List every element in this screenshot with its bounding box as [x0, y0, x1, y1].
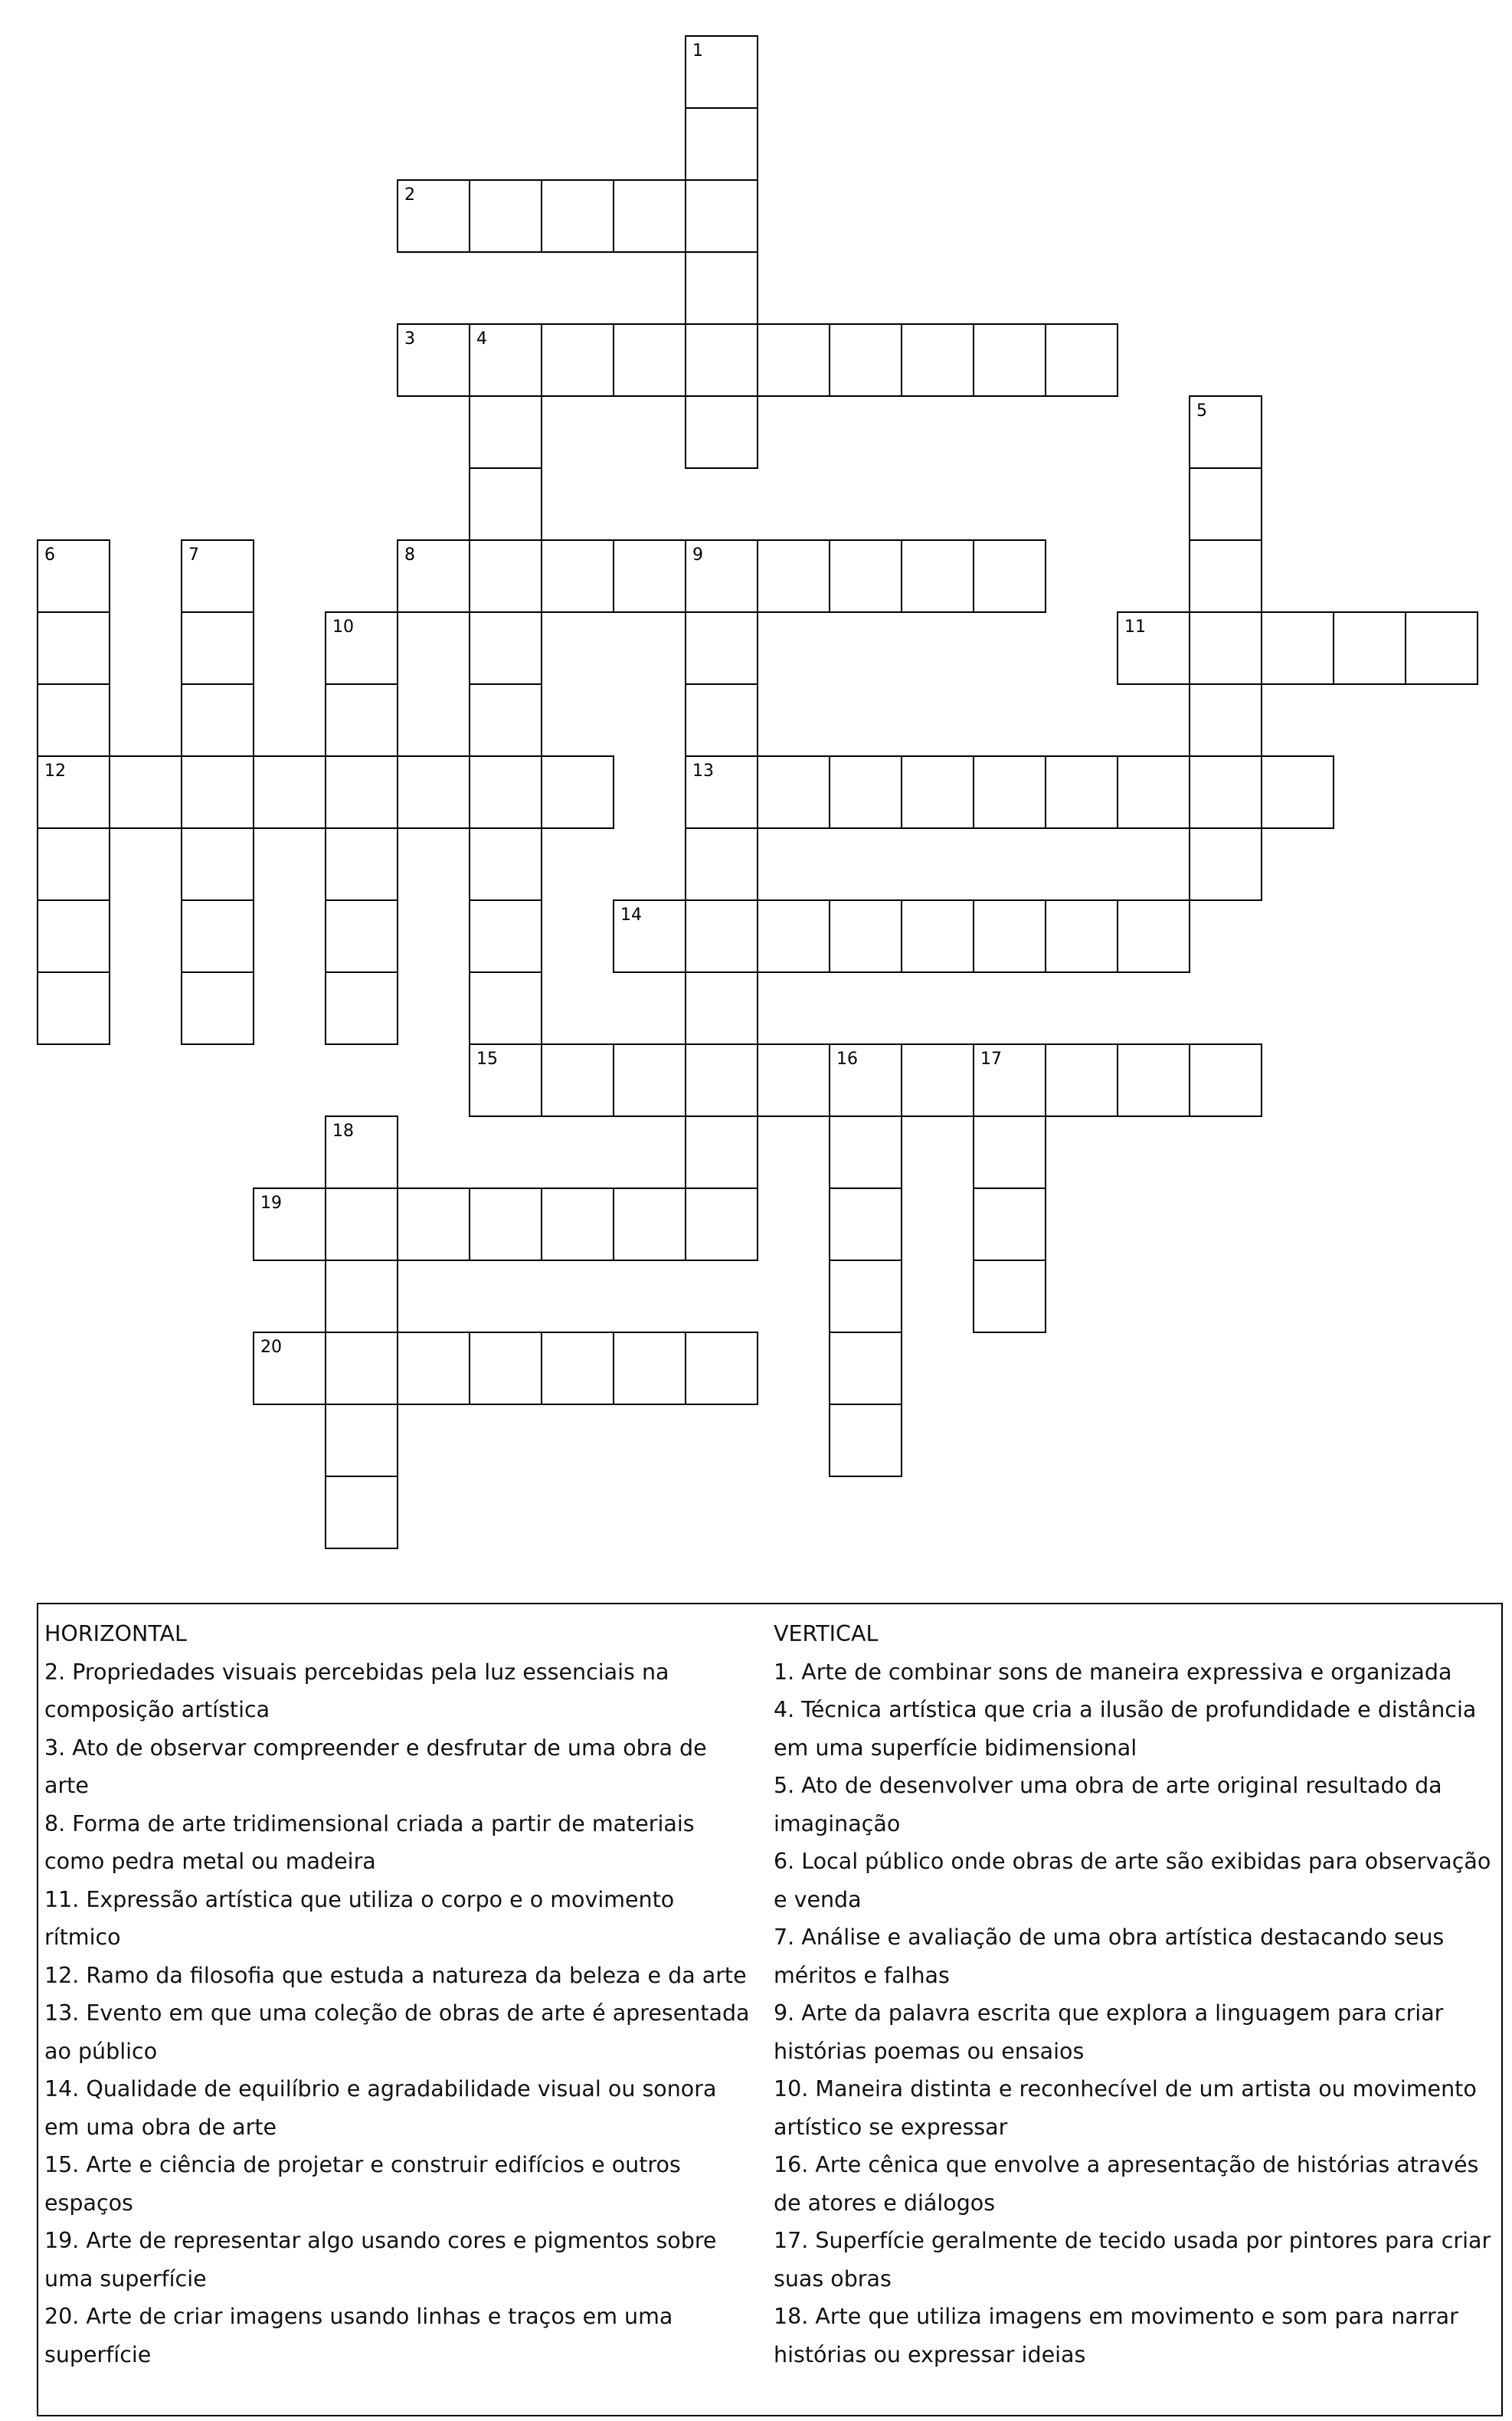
grid-cell[interactable] [973, 539, 1046, 613]
grid-cell[interactable] [829, 1043, 902, 1117]
grid-cell[interactable] [757, 323, 830, 397]
grid-cell[interactable] [469, 827, 542, 901]
clue-number: 12 [44, 762, 66, 781]
grid-cell[interactable] [181, 611, 254, 685]
grid-cell[interactable] [829, 1115, 902, 1189]
grid-cell[interactable] [685, 683, 758, 757]
grid-cell[interactable] [1405, 611, 1478, 685]
grid-cell[interactable] [1117, 611, 1190, 685]
grid-cell[interactable] [1261, 755, 1334, 829]
across-clue: 11. Expressão artística que utiliza o corpo e o movimento rítmico [44, 1886, 675, 1950]
grid-cell[interactable] [901, 755, 974, 829]
clue-number: 19 [260, 1194, 282, 1213]
down-clue: 9. Arte da palavra escrita que explora a linguagem para criar histórias poemas ou ensaios [774, 2000, 1444, 2064]
grid-cell[interactable] [37, 755, 110, 829]
grid-cell[interactable] [397, 323, 470, 397]
down-clue: 18. Arte que utiliza imagens em movimento e som para narrar histórias ou expressar ideias [774, 2304, 1458, 2367]
grid-cell[interactable] [397, 755, 470, 829]
clue-number: 10 [332, 618, 354, 637]
clue-number: 13 [692, 762, 714, 781]
grid-cell[interactable] [541, 1043, 614, 1117]
grid-cell[interactable] [829, 1332, 902, 1405]
grid-cell[interactable] [397, 1188, 470, 1261]
grid-cell[interactable] [973, 1260, 1046, 1333]
grid-cell[interactable] [253, 1188, 326, 1261]
grid-cell[interactable] [685, 179, 758, 253]
grid-cell[interactable] [1261, 611, 1334, 685]
across-heading: HORIZONTAL [44, 1621, 187, 1646]
grid-cell[interactable] [829, 1188, 902, 1261]
grid-cell[interactable] [325, 899, 398, 973]
across-clue: 2. Propriedades visuais percebidas pela luz essenciais na composição artística [44, 1659, 669, 1722]
grid-cell[interactable] [973, 899, 1046, 973]
grid-cell[interactable] [469, 611, 542, 685]
grid-cell[interactable] [613, 539, 686, 613]
grid-cell[interactable] [469, 467, 542, 541]
clues-box [37, 1603, 1503, 2416]
grid-cell[interactable] [325, 1404, 398, 1477]
grid-cell[interactable] [1189, 539, 1262, 613]
grid-cell[interactable] [757, 755, 830, 829]
clue-number: 4 [476, 329, 487, 349]
clue-number: 3 [404, 329, 415, 349]
across-clue: 12. Ramo da filosofia que estuda a natureza da beleza e da arte [44, 1962, 747, 1988]
across-clue: 19. Arte de representar algo usando cores e pigmentos sobre uma superfície [44, 2228, 717, 2292]
across-clue: 14. Qualidade de equilíbrio e agradabilidade visual ou sonora em uma obra de arte [44, 2076, 717, 2140]
down-clues [774, 1615, 1497, 2373]
grid-cell[interactable] [541, 179, 614, 253]
clue-number: 7 [188, 545, 199, 565]
grid-cell[interactable] [469, 395, 542, 469]
clue-number: 18 [332, 1122, 354, 1141]
grid-cell[interactable] [757, 899, 830, 973]
grid-cell[interactable] [325, 971, 398, 1045]
grid-cell[interactable] [613, 1332, 686, 1405]
grid-cell[interactable] [325, 611, 398, 685]
grid-cell[interactable] [325, 1260, 398, 1333]
down-clue: 7. Análise e avaliação de uma obra artística destacando seus méritos e falhas [774, 1925, 1445, 1988]
grid-cell[interactable] [541, 755, 614, 829]
across-clue: 20. Arte de criar imagens usando linhas e traços em uma superfície [44, 2304, 673, 2367]
grid-cell[interactable] [685, 1043, 758, 1117]
grid-cell[interactable] [685, 1332, 758, 1405]
grid-cell[interactable] [1045, 899, 1118, 973]
clue-number: 20 [260, 1338, 282, 1357]
down-clue: 17. Superfície geralmente de tecido usada por pintores para criar suas obras [774, 2228, 1491, 2292]
grid-cell[interactable] [397, 179, 470, 253]
clue-number: 14 [620, 906, 642, 925]
grid-cell[interactable] [325, 1188, 398, 1261]
grid-cell[interactable] [685, 827, 758, 901]
grid-cell[interactable] [757, 1043, 830, 1117]
grid-cell[interactable] [973, 323, 1046, 397]
grid-cell[interactable] [829, 323, 902, 397]
grid-cell[interactable] [325, 755, 398, 829]
grid-cell[interactable] [1189, 395, 1262, 469]
grid-cell[interactable] [469, 179, 542, 253]
grid-cell[interactable] [181, 755, 254, 829]
grid-cell[interactable] [181, 899, 254, 973]
down-clue: 10. Maneira distinta e reconhecível de um artista ou movimento artístico se expressar [774, 2076, 1477, 2140]
clue-number: 16 [836, 1050, 858, 1069]
clue-number: 9 [692, 545, 703, 565]
grid-cell[interactable] [757, 539, 830, 613]
down-clue: 1. Arte de combinar sons de maneira expressiva e organizada [774, 1659, 1452, 1685]
grid-cell[interactable] [397, 1332, 470, 1405]
clue-number: 1 [692, 41, 703, 61]
grid-cell[interactable] [469, 683, 542, 757]
grid-cell[interactable] [973, 1043, 1046, 1117]
grid-cell[interactable] [469, 1332, 542, 1405]
grid-cell[interactable] [901, 539, 974, 613]
clue-number: 2 [404, 185, 415, 205]
grid-cell[interactable] [325, 827, 398, 901]
grid-cell[interactable] [37, 611, 110, 685]
grid-cell[interactable] [37, 827, 110, 901]
grid-cell[interactable] [181, 827, 254, 901]
grid-cell[interactable] [469, 323, 542, 397]
across-clue: 15. Arte e ciência de projetar e construir edifícios e outros espaços [44, 2152, 681, 2216]
grid-cell[interactable] [325, 683, 398, 757]
grid-cell[interactable] [1045, 1043, 1118, 1117]
grid-cell[interactable] [973, 1188, 1046, 1261]
grid-cell[interactable] [541, 323, 614, 397]
grid-cell[interactable] [685, 539, 758, 613]
grid-cell[interactable] [253, 1332, 326, 1405]
grid-cell[interactable] [829, 899, 902, 973]
grid-cell[interactable] [685, 35, 758, 109]
grid-cell[interactable] [37, 683, 110, 757]
grid-cell[interactable] [685, 755, 758, 829]
clue-number: 8 [404, 545, 415, 565]
grid-cell[interactable] [901, 899, 974, 973]
grid-cell[interactable] [1189, 683, 1262, 757]
down-clue: 4. Técnica artística que cria a ilusão de profundidade e distância em uma superfície bidimensional [774, 1697, 1477, 1761]
down-clue: 5. Ato de desenvolver uma obra de arte original resultado da imaginação [774, 1773, 1442, 1836]
clue-number: 17 [980, 1050, 1002, 1069]
grid-cell[interactable] [1189, 755, 1262, 829]
grid-cell[interactable] [181, 539, 254, 613]
grid-cell[interactable] [613, 179, 686, 253]
grid-cell[interactable] [541, 1332, 614, 1405]
grid-cell[interactable] [1117, 899, 1190, 973]
grid-cell[interactable] [1189, 611, 1262, 685]
grid-cell[interactable] [37, 899, 110, 973]
grid-cell[interactable] [685, 1115, 758, 1189]
grid-cell[interactable] [37, 971, 110, 1045]
grid-cell[interactable] [829, 755, 902, 829]
grid-cell[interactable] [1189, 827, 1262, 901]
grid-cell[interactable] [37, 539, 110, 613]
grid-cell[interactable] [829, 1404, 902, 1477]
across-clue: 8. Forma de arte tridimensional criada a partir de materiais como pedra metal ou madeira [44, 1810, 695, 1874]
grid-cell[interactable] [685, 971, 758, 1045]
grid-cell[interactable] [469, 539, 542, 613]
grid-cell[interactable] [685, 107, 758, 181]
grid-cell[interactable] [829, 1260, 902, 1333]
clue-number: 6 [44, 545, 55, 565]
grid-cell[interactable] [685, 395, 758, 469]
grid-cell[interactable] [613, 899, 686, 973]
clue-number: 15 [476, 1050, 498, 1069]
down-clue: 16. Arte cênica que envolve a apresentação de histórias através de atores e diálogos [774, 2152, 1479, 2216]
grid-cell[interactable] [1117, 755, 1190, 829]
grid-cell[interactable] [541, 539, 614, 613]
grid-cell[interactable] [541, 1188, 614, 1261]
grid-cell[interactable] [901, 323, 974, 397]
grid-cell[interactable] [1189, 1043, 1262, 1117]
clue-number: 11 [1124, 618, 1146, 637]
grid-cell[interactable] [1117, 1043, 1190, 1117]
grid-cell[interactable] [1045, 323, 1118, 397]
grid-cell[interactable] [973, 1115, 1046, 1189]
across-clues [44, 1615, 757, 2373]
grid-cell[interactable] [613, 1043, 686, 1117]
grid-cell[interactable] [613, 323, 686, 397]
grid-cell[interactable] [397, 539, 470, 613]
grid-cell[interactable] [1333, 611, 1406, 685]
grid-cell[interactable] [685, 251, 758, 325]
grid-cell[interactable] [325, 1476, 398, 1549]
grid-cell[interactable] [253, 755, 326, 829]
grid-cell[interactable] [469, 971, 542, 1045]
grid-cell[interactable] [469, 755, 542, 829]
grid-cell[interactable] [685, 1188, 758, 1261]
grid-cell[interactable] [109, 755, 182, 829]
grid-cell[interactable] [613, 1188, 686, 1261]
grid-cell[interactable] [829, 539, 902, 613]
grid-cell[interactable] [469, 1043, 542, 1117]
grid-cell[interactable] [325, 1115, 398, 1189]
grid-cell[interactable] [685, 323, 758, 397]
grid-cell[interactable] [325, 1332, 398, 1405]
grid-cell[interactable] [181, 971, 254, 1045]
down-clue: 6. Local público onde obras de arte são exibidas para observação e venda [774, 1849, 1491, 1912]
grid-cell[interactable] [901, 1043, 974, 1117]
grid-cell[interactable] [181, 683, 254, 757]
grid-cell[interactable] [685, 899, 758, 973]
grid-cell[interactable] [469, 1188, 542, 1261]
grid-cell[interactable] [469, 899, 542, 973]
across-clue: 3. Ato de observar compreender e desfrutar de uma obra de arte [44, 1735, 707, 1798]
down-heading: VERTICAL [774, 1621, 879, 1646]
grid-cell[interactable] [1045, 755, 1118, 829]
grid-cell[interactable] [1189, 467, 1262, 541]
grid-cell[interactable] [973, 755, 1046, 829]
across-clue: 13. Evento em que uma coleção de obras de arte é apresentada ao público [44, 2000, 750, 2064]
clue-number: 5 [1196, 401, 1207, 421]
grid-cell[interactable] [685, 611, 758, 685]
